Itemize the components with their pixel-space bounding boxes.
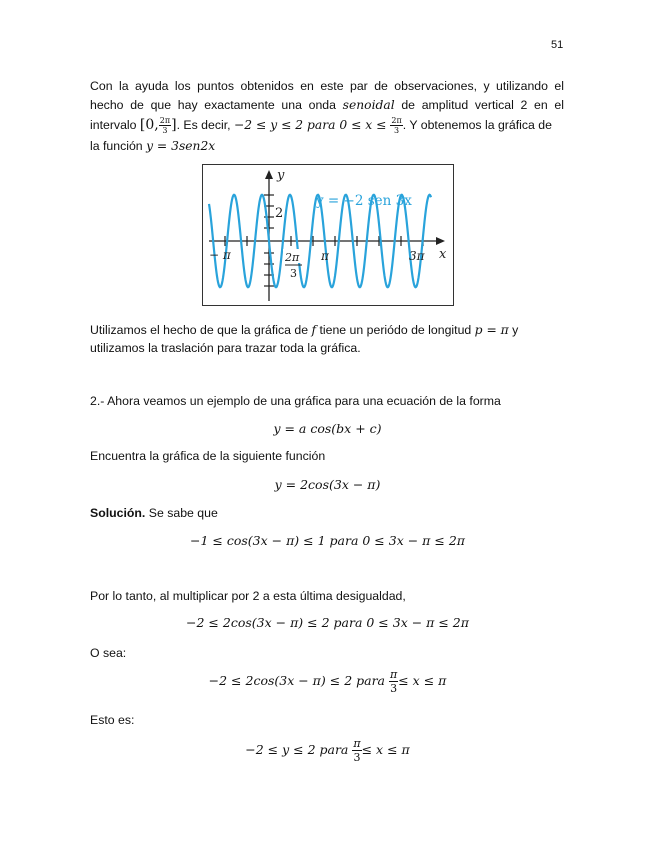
paragraph-2-line-1 (90, 320, 518, 340)
f-symbol: f (311, 323, 317, 337)
example-2-intro: 2.- Ahora veamos un ejemplo de una gráfica para una ecuación de la forma (90, 394, 501, 408)
paragraph-1-line-3 (90, 115, 570, 135)
function-formula: y = 3sen2x (146, 139, 216, 153)
fraction-denominator: 3 (393, 126, 400, 136)
inequality-text: −2 ≤ y ≤ 2 para (245, 742, 353, 757)
interval-fraction (159, 116, 171, 135)
paragraph-1-line-1: Con la ayuda los puntos obtenidos en este par de observaciones, y utilizando el (90, 79, 564, 93)
inequality-text: ≤ x ≤ π (361, 742, 410, 757)
two-pi-thirds-numerator: 2π (285, 251, 300, 264)
find-instruction: Encuentra la gráfica de la siguiente función (90, 449, 326, 463)
text: hecho de que hay exactamente una onda (90, 98, 343, 112)
inequality-text: −2 ≤ 2cos(3x − π) ≤ 2 para (208, 673, 389, 688)
inequality: −2 ≤ y ≤ 2 para 0 ≤ x ≤ (233, 118, 391, 132)
fraction-denominator: 3 (162, 126, 168, 136)
text: tiene un periódo de longitud (316, 323, 475, 337)
inequality-text: ≤ x ≤ π (398, 673, 447, 688)
y-axis-arrow (265, 170, 273, 179)
therefore-line: Por lo tanto, al multiplicar por 2 a esta última desigualdad, (90, 589, 406, 603)
period-formula: p = π (474, 323, 509, 337)
text: intervalo (90, 118, 140, 132)
text: Se sabe que (145, 506, 218, 520)
two-pi-thirds-denominator: 3 (290, 267, 297, 280)
text: Utilizamos el hecho de que la gráfica de (90, 323, 312, 337)
interval-open: [0, (139, 117, 159, 133)
pi-thirds-fraction (352, 737, 361, 764)
text: . Es decir, (176, 118, 234, 132)
text: y (508, 323, 519, 337)
inequality-1: −1 ≤ cos(3x − π) ≤ 1 para 0 ≤ 3x − π ≤ 2π (190, 533, 465, 548)
fraction-denominator: 3 (353, 751, 361, 764)
sine-graph-figure (202, 164, 454, 306)
esto-es-label: Esto es: (90, 713, 135, 727)
fraction-numerator: 2π (391, 116, 402, 126)
inequality-4 (0, 737, 655, 764)
fraction-numerator: π (353, 737, 361, 750)
general-equation: y = a cos(bx + c) (273, 421, 382, 436)
text: la función (90, 139, 147, 153)
fraction-denominator: 3 (390, 682, 398, 695)
inequality-2: −2 ≤ 2cos(3x − π) ≤ 2 para 0 ≤ 3x − π ≤ 2π (186, 615, 469, 630)
fraction-numerator: 2π (159, 116, 171, 126)
x-axis-arrow (436, 237, 445, 245)
pi-thirds-fraction (389, 668, 398, 695)
solution-line (90, 503, 218, 523)
senoidal-term: senoidal (342, 98, 395, 112)
fraction-numerator: π (389, 668, 398, 681)
paragraph-2-line-2: utilizamos la traslación para trazar toda la gráfica. (90, 341, 361, 355)
paragraph-1-line-2 (90, 95, 564, 115)
three-pi-tick-label: 3π (409, 249, 425, 263)
paragraph-1-line-4 (90, 136, 215, 156)
neg-pi-tick-label: − π (209, 248, 231, 262)
inequality-3 (0, 668, 655, 695)
text: . Y obtenemos la gráfica de (402, 118, 552, 132)
text: de amplitud vertical 2 en el (394, 98, 564, 112)
interval-close: ] (171, 117, 177, 133)
solution-label: Solución. (90, 506, 146, 520)
pi-tick-label: π (321, 249, 329, 263)
curve-label: y = −2 sen 3x (316, 193, 412, 209)
y-axis-label: y (277, 168, 285, 183)
page-number: 51 (551, 39, 564, 51)
function-equation: y = 2cos(3x − π) (274, 477, 381, 492)
x-axis-label: x (439, 247, 447, 262)
amplitude-tick-label: 2 (275, 206, 284, 221)
inequality-fraction (390, 116, 402, 135)
sine-graph-svg (203, 165, 452, 304)
o-sea-label: O sea: (90, 646, 127, 660)
